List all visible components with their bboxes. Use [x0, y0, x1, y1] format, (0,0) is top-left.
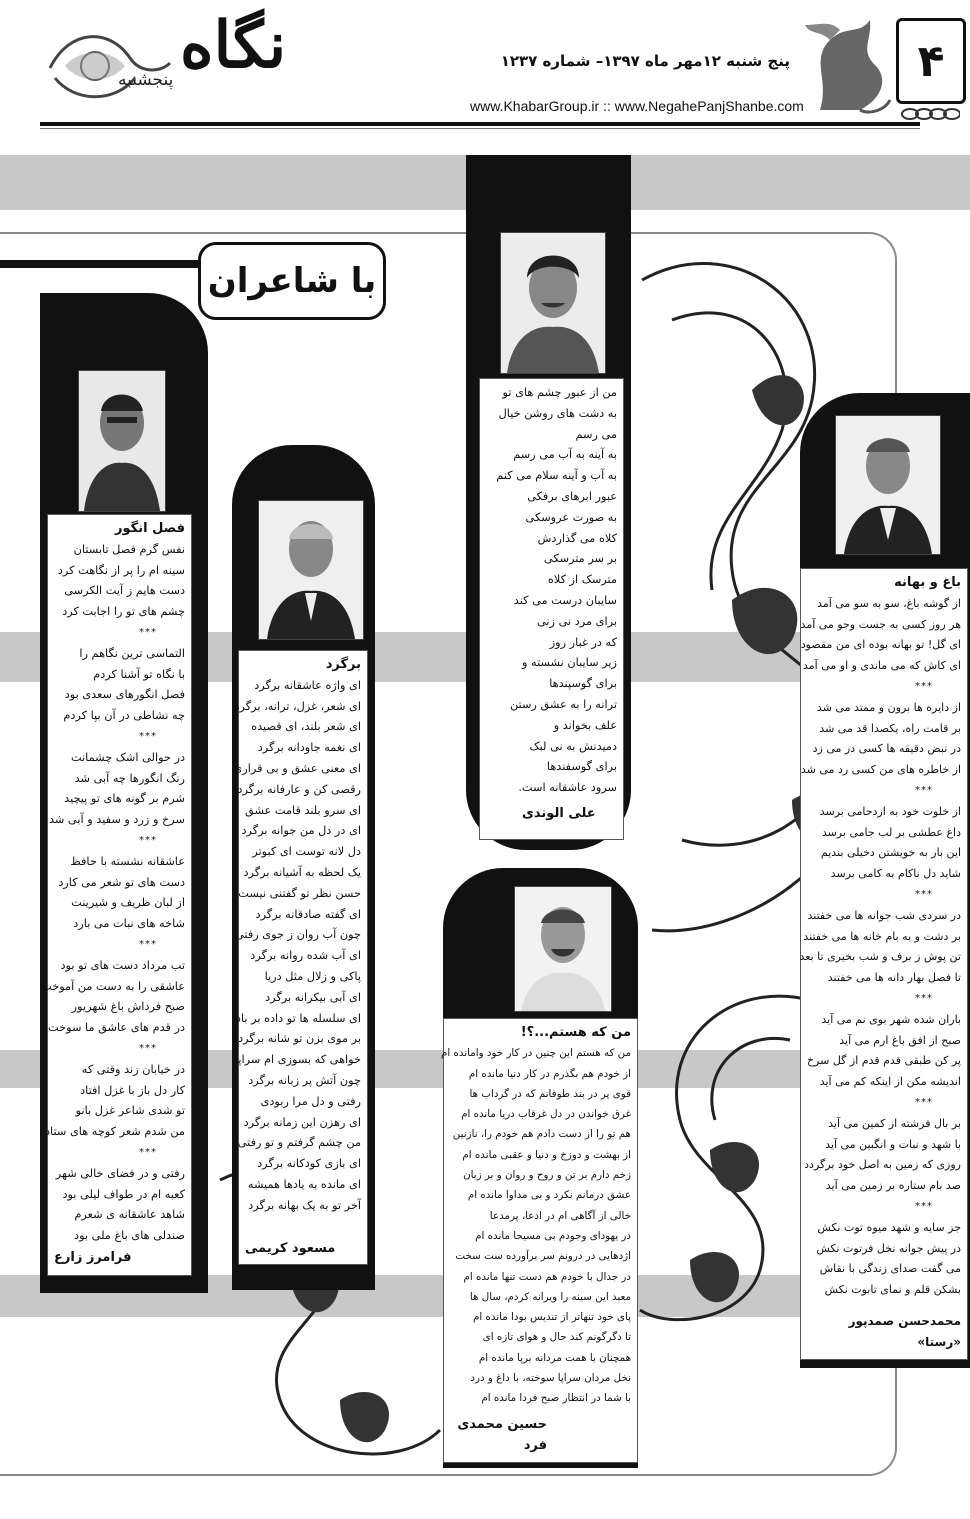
- poem-title: فصل انگور: [115, 521, 185, 536]
- logo-subtitle: پنجشنبه: [118, 70, 174, 90]
- poet-name: علی الوندی: [522, 806, 596, 822]
- stanza-separator: ***: [915, 992, 933, 1004]
- poem-faramarz: [41, 514, 192, 1276]
- poem-line: حسن نظر تو گفتنی نیست: [238, 886, 361, 900]
- poem-line: از لبان ظریف و شیرینت: [71, 896, 185, 910]
- poem-line: در حوالی اشک چشمانت: [70, 750, 185, 764]
- poem-line: دست های تو شعر می کارد: [58, 875, 185, 889]
- poem-line: با شما در انتظار صبح فردا مانده ام: [481, 1392, 631, 1405]
- poem-line: ای واژه عاشقانه برگرد: [254, 678, 361, 692]
- poem-line: بر دشت و به بام خانه ها می خفتند: [803, 929, 961, 943]
- poem-line: فصل انگورهای سعدی بود: [64, 688, 185, 702]
- poem-line: چون آتش پر زبانه برگرد: [248, 1073, 361, 1087]
- poem-hossein: [440, 1018, 638, 1463]
- poem-line: در نبض دقیقه ها کسی در می زد: [812, 742, 961, 756]
- poem-line: در خیابان زند وقتی که: [81, 1062, 185, 1076]
- poet-photo: [500, 232, 606, 374]
- poem-line: رنگ انگورها چه آبی شد: [74, 771, 185, 785]
- poem-line: تا فصل بهار دانه ها می خفتند: [827, 971, 961, 985]
- website-urls: www.KhabarGroup.ir :: www.NegahePanjShanbe.com: [470, 98, 804, 114]
- poem-line: می گفت صدای زندگی با نقاش: [819, 1262, 961, 1276]
- poem-line: پای خود تنهاتر از تندیس بودا مانده ام: [472, 1311, 631, 1324]
- poem-line: دست هایم ز آیت الکرسی: [64, 584, 185, 598]
- poem-line: صبح فرداش باغ شهریور: [71, 1000, 185, 1014]
- poem-line: شرم بر گونه های تو پیچید: [64, 792, 185, 806]
- poem-line: کار دل باز با غزل افتاد: [80, 1083, 185, 1097]
- poem-line: روزی که زمین به اصل خود برگردد: [804, 1158, 961, 1172]
- poem-line: نفس گرم فصل تابستان: [73, 542, 185, 556]
- stanza-separator: ***: [139, 1146, 157, 1158]
- poem-line: شاید دل ناکام به کامی برسد: [830, 867, 961, 881]
- portrait-icon: [501, 233, 605, 373]
- poem-line: جز سایه و شهد میوه توت نکش: [817, 1220, 961, 1234]
- poem-line: التماسی ترین نگاهم را: [79, 646, 185, 660]
- poem-line: چشم های تو را اجابت کرد: [62, 605, 185, 619]
- stanza-separator: ***: [139, 626, 157, 638]
- poem-line: سایبان درست می کند: [513, 593, 617, 607]
- poem-line: پر کن طبقی قدم قدم از گل سرخ: [806, 1054, 961, 1068]
- poem-line: ای شعر بلند، ای قصیده: [251, 720, 361, 734]
- header-rule: [40, 122, 920, 126]
- poem-line: یک لحظه به آشیانه برگرد: [243, 865, 361, 879]
- poem-line: آخر تو به یک بهانه برگرد: [248, 1198, 361, 1212]
- poem-line: در جدال با خودم هم دست تنها مانده ام: [463, 1270, 631, 1283]
- poem-line: من که هستم این چنین در کار خود وامانده ام: [440, 1047, 631, 1060]
- poem-line: ای سلسله ها تو داده بر باد: [235, 1011, 361, 1025]
- portrait-icon: [515, 887, 611, 1011]
- poem-line: هر روز کسی به جست وجو می آمد: [800, 617, 961, 631]
- poem-line: مترسک از کلاه: [547, 573, 617, 587]
- poem-line: رفتی و در فضای خالی شهر: [55, 1166, 185, 1180]
- poet-photo: [258, 500, 364, 640]
- poem-line: تا دگرگونم کند حال و هوای تازه ای: [482, 1331, 631, 1344]
- stanza-separator: ***: [139, 730, 157, 742]
- poem-line: ای مانده به یادها همیشه: [247, 1177, 361, 1191]
- poem-line: سرخ و زرد و سفید و آبی شد: [48, 813, 185, 827]
- poem-line: ای نغمه جاودانه برگرد: [257, 741, 361, 755]
- poem-line: از دایره ها برون و ممتد می شد: [816, 700, 961, 714]
- poem-line: برای گوسفندها: [546, 760, 617, 774]
- poem-line: چه نشاطی در آن بپا کردم: [63, 709, 185, 723]
- poem-line: هم تو را از دست دادم هم خودم را، نازنین: [452, 1128, 631, 1141]
- poem-line: سینه ام را پر از نگاهت کرد: [57, 563, 185, 577]
- header-rule-thin: [40, 128, 920, 129]
- poem-line: اندیشه مکن از اینکه کم می آید: [819, 1075, 961, 1089]
- stanza-separator: ***: [915, 1096, 933, 1108]
- poem-line: در سردی شب جوانه ها می خفتند: [807, 908, 961, 922]
- portrait-icon: [79, 371, 165, 511]
- poem-line: در پیش جوانه نخل فرتوت نکش: [816, 1241, 961, 1255]
- poem-line: تب مرداد دست های تو بود: [60, 958, 185, 972]
- stanza-separator: ***: [915, 888, 933, 900]
- poem-line: چون آب روان ز جوی رفتی: [235, 928, 361, 942]
- page-number: ۴: [896, 18, 966, 104]
- poem-lines: [41, 540, 185, 1247]
- poem-line: معبد این سینه را ویرانه کردم، سال ها: [469, 1290, 631, 1303]
- poem-line: ترانه را به عشق رستن: [509, 697, 617, 711]
- poem-line: سرود عاشقانه است.: [518, 781, 617, 795]
- poem-line: از خلوت خود به ازدحامی برسد: [819, 804, 961, 818]
- stanza-separator: ***: [139, 834, 157, 846]
- poem-line: رفتی و دل مرا ربودی: [260, 1094, 361, 1108]
- poem-line: ای رهزن این زمانه برگرد: [243, 1115, 361, 1129]
- poem-ali: [479, 378, 624, 840]
- poem-title: باغ و بهانه: [894, 575, 961, 590]
- poem-line: دل لانه توست ای کبوتر: [252, 845, 361, 859]
- poem-lines: [799, 594, 961, 1301]
- poem-line: صندلی های باغ ملی بود: [74, 1229, 185, 1243]
- stanza-separator: ***: [915, 784, 933, 796]
- poem-line: با شهد و نبات و انگبین می آید: [825, 1137, 961, 1151]
- poem-line: در یهودای وجودم بی مسیحا مانده ام: [475, 1229, 631, 1242]
- phoenix-bird-icon: [800, 10, 896, 120]
- poem-line: پاکی و زلال مثل دریا: [264, 969, 361, 983]
- title-rule: [0, 260, 200, 268]
- poem-title: من که هستم...؟!: [520, 1025, 631, 1040]
- poem-title: برگرد: [325, 657, 361, 672]
- poem-line: ای شعر، غزل، ترانه، برگرد: [234, 699, 361, 713]
- portrait-icon: [836, 416, 940, 554]
- poem-line: نخل مردان سراپا سوخته، با داغ و درد: [470, 1372, 631, 1385]
- poem-lines: [486, 383, 617, 799]
- poem-line: به آینه به آب می رسم: [513, 448, 617, 462]
- poem-line: ای سرو بلند قامت عشق: [245, 803, 361, 817]
- ornament-flourish-icon: [40, 18, 180, 113]
- poem-line: ای آبی بیکرانه برگرد: [265, 990, 361, 1004]
- poet-photo: [514, 886, 612, 1012]
- poem-line: بشکن قلم و نمای تابوت نکش: [824, 1283, 961, 1297]
- poem-line: به دشت های روشن خیال: [498, 406, 617, 420]
- poet-name: حسین محمدی فرد: [457, 1417, 547, 1453]
- poem-line: می رسم: [575, 427, 617, 441]
- poem-line: عاشقی را به دست من آموخت: [41, 979, 185, 993]
- poem-line: ای در دل من جوانه برگرد: [241, 824, 361, 838]
- poem-line: ای بازی کودکانه برگرد: [257, 1157, 361, 1171]
- poem-line: خواهی که بسوزی ام سراپا: [234, 1053, 361, 1067]
- poem-line: باران شده شهر بوی نم می آید: [821, 1012, 961, 1026]
- poem-line: از خودم هم بگذرم در کار دنیا مانده ام: [468, 1067, 631, 1080]
- poem-line: تو شدی شاعر غزل بانو: [75, 1104, 185, 1118]
- poem-line: این بار به خویشتن دخیلی بندیم: [820, 846, 961, 860]
- poem-line: عبور ابرهای برفکی: [527, 489, 617, 503]
- poem-line: بر قامت راه، یکصدا قد می شد: [819, 721, 961, 735]
- poem-line: همچنان با همت مردانه برپا مانده ام: [478, 1351, 631, 1364]
- poem-line: داغ عطشی بر لب جامی برسد: [821, 825, 961, 839]
- poem-line: رقصی کن و عارفانه برگرد: [237, 782, 361, 796]
- poem-masoud: [233, 650, 368, 1265]
- poem-line: صد بام ستاره بر زمین می آید: [825, 1179, 961, 1193]
- portrait-icon: [259, 501, 363, 639]
- poem-line: عشق درمانم نکرد و بی مداوا مانده ام: [467, 1189, 631, 1202]
- poem-line: ای کاش که می ماندی و او می آمد: [802, 659, 961, 673]
- issue-date-line: پنج شنبه ۱۲مهر ماه ۱۳۹۷– شماره ۱۲۳۷: [500, 52, 790, 70]
- poem-line: برای مرد نی زنی: [536, 614, 617, 628]
- poet-photo: [835, 415, 941, 555]
- poem-line: که در غبار روز: [549, 635, 617, 649]
- poem-line: من شدم شعر کوچه های ستاد: [45, 1125, 185, 1139]
- poem-line: من از عبور چشم های تو: [502, 386, 617, 399]
- poem-line: به صورت عروسکی: [525, 510, 617, 524]
- poet-name: محمدحسن صمدپور «رستا»: [848, 1314, 961, 1350]
- poem-line: بر بال فرشته از کمین می آید: [828, 1116, 961, 1130]
- poem-line: قوی پر در بند طوفانم که در گرداب ها: [469, 1087, 631, 1100]
- poem-line: تن پوش ز برف و شب بخیری تا بعد: [799, 950, 961, 964]
- poem-line: زیر سایبان نشسته و: [521, 656, 617, 670]
- poem-line: از بهشت و دوزخ و دنیا و عقبی مانده ام: [462, 1148, 631, 1161]
- poet-name: مسعود کریمی: [245, 1241, 336, 1257]
- poem-line: غرق خواندن در دل غرقاب دریا مانده ام: [461, 1108, 631, 1121]
- stanza-separator: ***: [915, 1200, 933, 1212]
- poem-line: ای آب شده روانه برگرد: [250, 949, 361, 963]
- logo: نگاه: [180, 8, 287, 83]
- poem-lines: [440, 1043, 631, 1408]
- stanza-separator: ***: [139, 1042, 157, 1054]
- poem-line: در قدم های عاشق ما سوخت: [48, 1021, 185, 1035]
- poet-photo: [78, 370, 166, 512]
- poem-mohammad: [800, 568, 968, 1360]
- poem-line: شاخه های نبات می بارد: [73, 917, 185, 931]
- poem-line: بر سر مترسکی: [543, 552, 617, 566]
- poem-line: به آب و آینه سلام می کنم: [496, 469, 617, 483]
- poem-line: خالی از آگاهی ام در ادعا، پرمدعا: [489, 1209, 631, 1222]
- poem-line: با نگاه تو آشنا کردم: [93, 667, 185, 681]
- poem-line: از خاطره های من کسی رد می شد: [800, 763, 961, 777]
- poem-line: کلاه می گذاردش: [537, 531, 617, 545]
- poem-line: علف بخواند و: [553, 718, 617, 732]
- poem-line: من چشم گرفتم و تو رفتی: [237, 1136, 361, 1150]
- poem-line: عاشقانه نشسته با حافظ: [70, 854, 185, 868]
- poem-line: دمیدنش به نی لبک: [529, 739, 617, 753]
- poem-line: زخم دارم بر تن و روح و روان و بر زبان: [463, 1169, 631, 1182]
- poem-line: ای گل! تو بهانه بوده ای من مقصود: [800, 638, 961, 652]
- poem-line: شاهد عاشقانه ی شعرم: [74, 1208, 185, 1222]
- stanza-separator: ***: [139, 938, 157, 950]
- masthead: [0, 0, 970, 150]
- poem-line: اژدهایی در درونم سر برآورده ست سخت: [455, 1250, 631, 1263]
- poem-line: صبح از افق باغ ارم می آید: [839, 1033, 961, 1047]
- poem-line: برای گوسپندها: [549, 677, 617, 691]
- poem-line: ای معنی عشق و بی قراری: [233, 761, 361, 775]
- poem-lines: [233, 676, 361, 1217]
- poet-name: فرامرز زارع: [54, 1250, 132, 1266]
- stanza-separator: ***: [915, 680, 933, 692]
- poem-line: از گوشه باغ، سو به سو می آمد: [817, 596, 961, 610]
- section-title: با شاعران: [198, 242, 386, 320]
- poem-line: کعبه ام در طواف لیلی بود: [62, 1187, 185, 1201]
- poem-line: بر موی بزن تو شانه برگرد: [238, 1032, 361, 1046]
- poem-line: ای گفته صادقانه برگرد: [255, 907, 361, 921]
